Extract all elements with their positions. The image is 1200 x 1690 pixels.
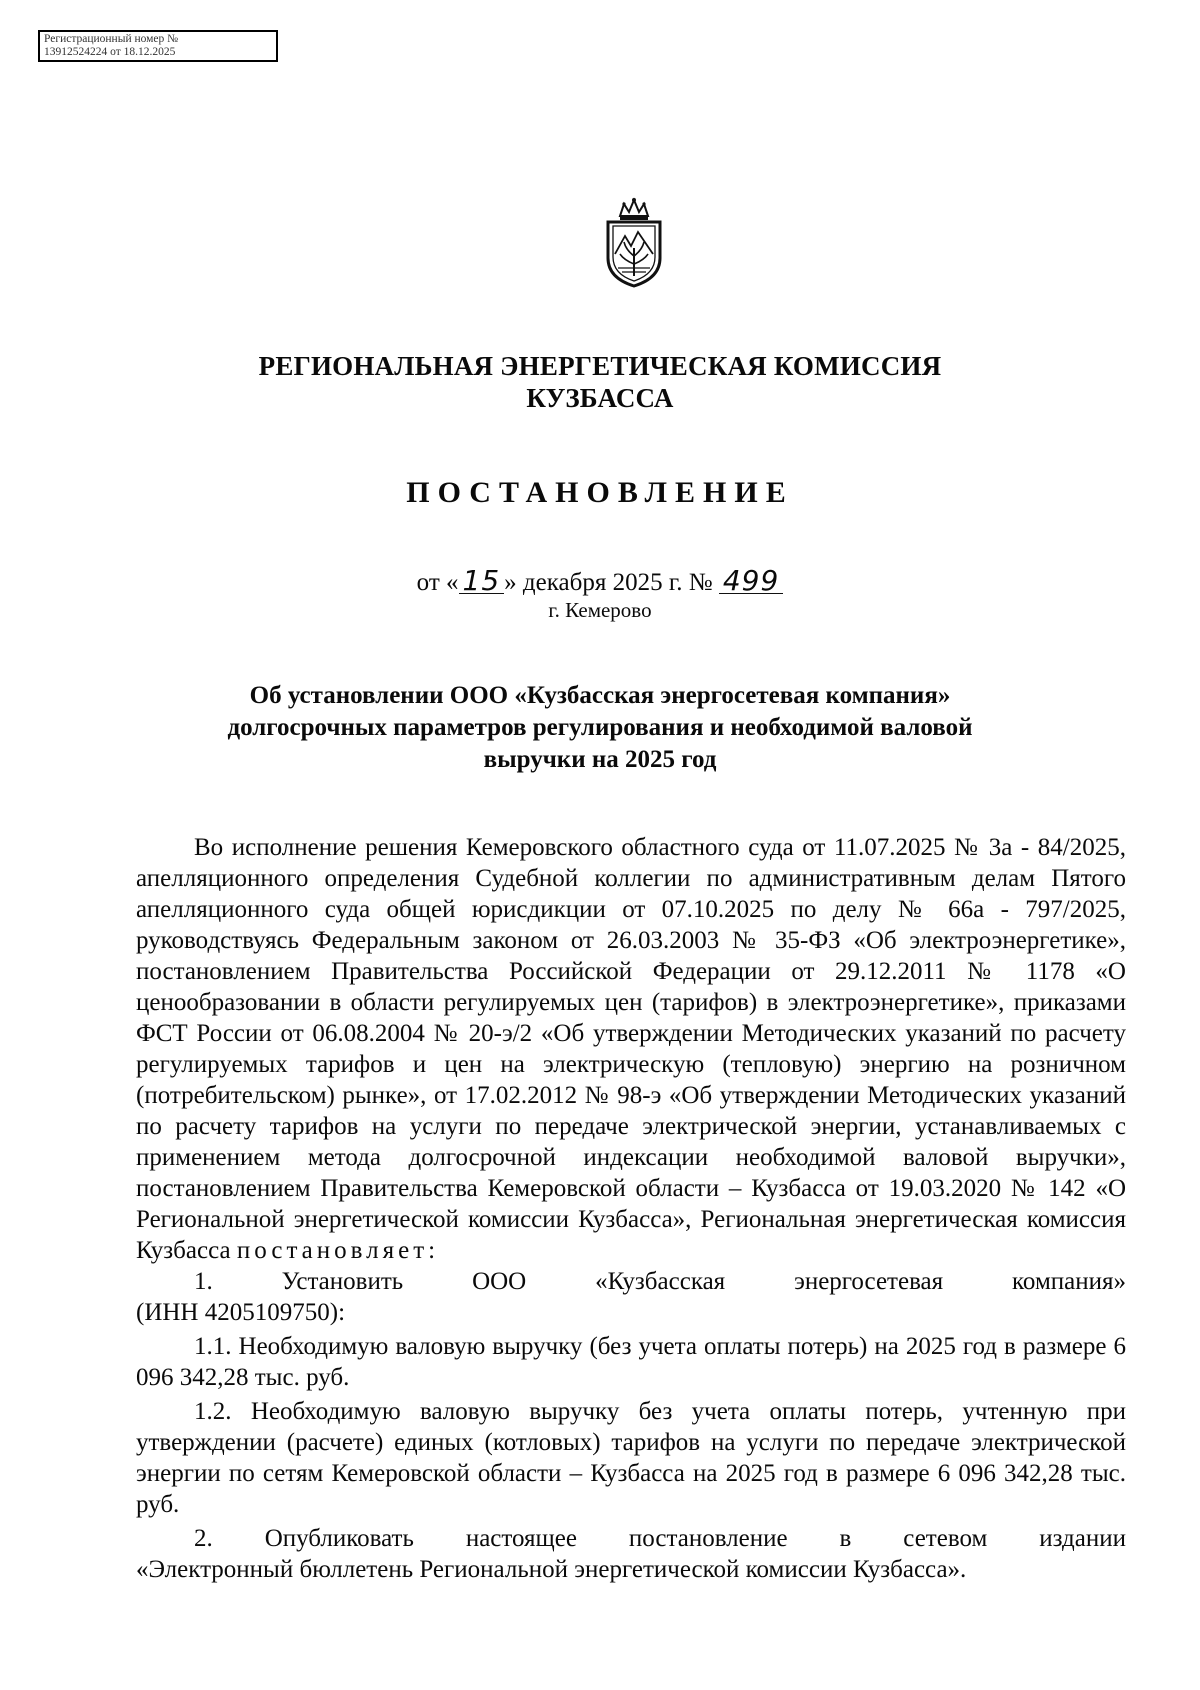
item-1-2-paragraph: 1.2. Необходимую валовую выручку без учета оплаты потерь, учтенную при утверждении (расчете) единых (котловых) тарифов на услуги по передаче электрической энергии по сетям Кемеровской области – Кузбасса на 2025 год в размере 6 096 342,28 тыс. руб. xyxy=(136,1398,1126,1518)
kuzbass-coat-of-arms-icon xyxy=(598,196,670,288)
item-2-line2: «Электронный бюллетень Региональной энергетической комиссии Кузбасса». xyxy=(136,1556,967,1583)
subject-line1: Об установлении ООО «Кузбасская энергосетевая компания» xyxy=(249,682,951,709)
document-number-handwritten: 499 xyxy=(719,566,783,596)
date-day-handwritten: 15 xyxy=(459,566,505,596)
registration-stamp-line2: 13912524224 от 18.12.2025 xyxy=(44,46,176,58)
date-suffix: » декабря 2025 г. № xyxy=(504,569,713,596)
preamble-resolves-verb: постановляет: xyxy=(236,1237,440,1264)
registration-stamp xyxy=(38,30,278,62)
document-date-line xyxy=(0,566,1200,598)
organization-header xyxy=(0,350,1200,414)
organization-name-line2: КУЗБАССА xyxy=(526,383,674,413)
preamble-main-text: Во исполнение решения Кемеровского областного суда от 11.07.2025 № 3а - 84/2025, апелляционного определения Судебной коллегии по административным делам Пятого апелляционного суда общей юрисдикции от 07.10.2025 по делу № 66а - 797/2025, руководствуясь Федеральным законом от 26.03.2003 № 35-ФЗ «Об электроэнергетике», постановлением Правительства Российской Федерации от 29.12.2011 № 1178 «О ценообразовании в области регулируемых цен (тарифов) в электроэнергетике», приказами ФСТ России от 06.08.2004 № 20-э/2 «Об утверждении Методических указаний по расчету регулируемых тарифов и цен на электрическую (тепловую) энергию на розничном (потребительском) рынке», от 17.02.2012 № 98-э «Об утверждении Методических указаний по расчету тарифов на услуги по передаче электрической энергии, устанавливаемых с применением метода долгосрочной индексации необходимой валовой выручки», постановлением Правительства Кемеровской области – Кузбасса от 19.03.2020 № 142 «О Региональной энергетической комиссии Кузбасса», Региональная энергетическая комиссия Кузбасса xyxy=(136,834,1126,1264)
document-subject xyxy=(0,680,1200,776)
preamble-paragraph xyxy=(136,832,1126,1266)
subject-line3: выручки на 2025 год xyxy=(483,746,717,773)
date-prefix: от « xyxy=(416,569,459,596)
organization-name-line1: РЕГИОНАЛЬНАЯ ЭНЕРГЕТИЧЕСКАЯ КОМИССИЯ xyxy=(258,351,942,381)
document-body xyxy=(136,832,1126,1585)
item-2-line1: 2. Опубликовать настоящее постановление в сетевом издании xyxy=(194,1525,1126,1552)
document-city: г. Кемерово xyxy=(548,598,652,622)
registration-stamp-line1: Регистрационный номер № xyxy=(44,33,179,45)
item-1-1-paragraph: 1.1. Необходимую валовую выручку (без учета оплаты потерь) на 2025 год в размере 6 096 342,28 тыс. руб. xyxy=(136,1333,1126,1391)
document-type-title: ПОСТАНОВЛЕНИЕ xyxy=(406,476,794,509)
subject-line2: долгосрочных параметров регулирования и необходимой валовой xyxy=(227,714,973,741)
item-1-line1: 1. Установить ООО «Кузбасская энергосетевая компания» xyxy=(194,1268,1126,1295)
item-1-line2: (ИНН 4205109750): xyxy=(136,1299,346,1326)
